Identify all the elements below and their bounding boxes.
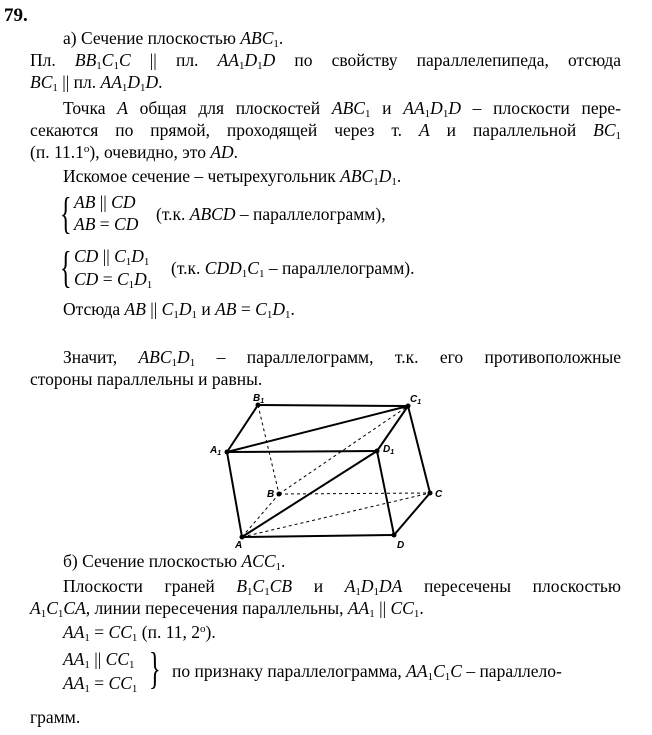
system-3-eq-1: $AA_1$ || $CC_1$: [63, 649, 135, 671]
hidden-edge-B-C: [279, 493, 430, 494]
vertex-B: [277, 492, 282, 497]
system-2-eq-1: CD || $C_1D_1$: [74, 246, 150, 268]
vertex-D: [392, 533, 397, 538]
part-b-line-3: $AA_1 = CC_1$ (п. 11, 2$^o$).: [63, 622, 216, 644]
label-C: C: [435, 489, 443, 500]
label-B: B: [267, 489, 275, 500]
edge-D-C: [394, 493, 430, 535]
vertex-A1: [225, 450, 230, 455]
system-1-eq-1: AB || CD: [74, 192, 136, 212]
hidden-edge-B1-B: [258, 405, 279, 494]
system-1-eq-2: AB = CD: [74, 214, 139, 234]
section-statement: Искомое сечение – четырехугольник $ABC_1D_1$.: [63, 166, 402, 188]
conclusion-line-1: Значит, $ABC_1D_1$ – параллелограмм, т.к. его противоположные: [63, 347, 621, 369]
edge-A-D: [242, 535, 394, 537]
system-2-eq-2: CD = $C_1D_1$: [74, 269, 153, 291]
vertex-D1: [375, 449, 380, 454]
part-b-heading: б) Сечение плоскостью $ACC_1$.: [63, 551, 286, 573]
edge-C1-C: [408, 406, 430, 493]
system-2-brace: {: [60, 243, 72, 292]
problem-number: 79.: [4, 5, 28, 26]
edge-D1-D: [377, 451, 394, 535]
label-D: D: [397, 540, 405, 550]
part-a-heading: а) Сечение плоскостью $ABC_1$.: [63, 28, 284, 50]
vertex-C: [428, 491, 433, 496]
label-A: A: [235, 540, 243, 550]
hidden-edge-A-B: [242, 494, 279, 537]
edge-A1-A: [227, 452, 242, 537]
label-D1: $D_1$: [383, 444, 395, 456]
label-C1: $C_1$: [410, 394, 422, 406]
hence-statement: Отсюда AB || $C_1D_1$ и AB = $C_1D_1$.: [63, 299, 295, 321]
part-b-line-1: Плоскости граней $B_1C_1CB$ и $A_1D_1DA$ пересечены плоскостью: [63, 576, 621, 598]
part-a-para2-line-3: (п. 11.1$^o$), очевидно, это AD.: [30, 142, 239, 162]
system-1-note: (т.к. ABCD – параллелограмм),: [156, 204, 386, 224]
system-3-brace: }: [149, 644, 161, 693]
label-A1: $A_1$: [210, 445, 222, 457]
part-a-para2-line-1: Точка A общая для плоскостей $ABC_1$ и $AA_1D_1D$ – плоскости пере-: [63, 98, 622, 120]
part-b-line-2: $A_1C_1CA$, линии пересечения параллельны, $AA_1$ || $CC_1$.: [30, 598, 424, 620]
system-1-brace: {: [60, 189, 72, 238]
part-a-line-2: $BC_1$ || пл. $AA_1D_1D$.: [30, 72, 163, 94]
label-B1: $B_1$: [253, 393, 265, 405]
part-b-line-4: по признаку параллелограмма, $AA_1C_1C$ – параллело-: [172, 661, 562, 683]
vertex-A: [240, 535, 245, 540]
part-b-line-5: грамм.: [30, 707, 81, 727]
part-a-para2-line-2: секаются по прямой, проходящей через т. A и параллельной $BC_1$: [30, 120, 621, 142]
edge-B1-C1: [258, 405, 408, 406]
parallelepiped-figure: [205, 390, 465, 550]
system-3-eq-2: $AA_1 = CC_1$: [63, 673, 138, 695]
part-a-line-1: Пл. $BB_1C_1C$ || пл. $AA_1D_1D$ по свойству параллелепипеда, отсюда: [30, 50, 621, 72]
system-2-note: (т.к. $CDD_1C_1$ – параллелограмм).: [171, 258, 415, 280]
conclusion-line-2: стороны параллельны и равны.: [30, 369, 263, 389]
edge-A1-D1: [227, 451, 377, 452]
